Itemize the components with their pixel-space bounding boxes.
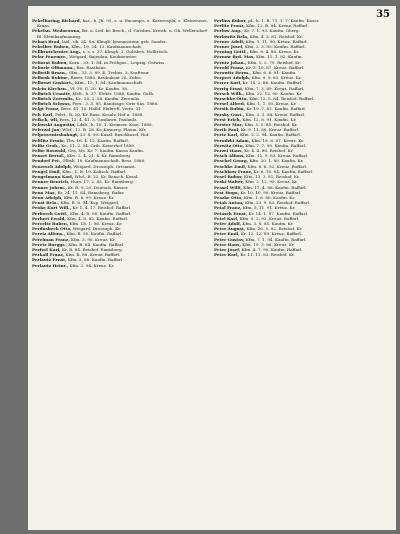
entry-name: Perntz Johan., (214, 59, 247, 65)
entry-name: Pelbrich Schwas, (32, 101, 71, 107)
entry-name: Perceltz Ruben, (32, 220, 69, 226)
entry-text: Weigard. Drossuph. Ortsamst. (73, 163, 137, 169)
entry-text: lasl., ob. 24. Sa. Klingb. Ipsmansteur, geb. Sonder. (62, 38, 167, 44)
entry-name: Pelbrozt Guskart., (32, 80, 74, 86)
entry-name: Pekelsn. Wedorowna, (32, 28, 81, 34)
entry-text: Kfm. 3. 90. Kreuz. Kr. (70, 236, 116, 242)
entry-name: Penn Max, (32, 189, 57, 195)
entry-name: Perudzki Adam, (214, 137, 251, 143)
entry-name: Peschkow Franz, (214, 168, 253, 174)
entry-text: Kfm. 3. 3. 88. Kreuz. Raffarl. (245, 111, 306, 117)
entry-name: Penersch Adolph, (32, 163, 73, 169)
entry-text: Ldsb., h. 10. 1. Kremser. Knoi. 1888. (76, 122, 153, 128)
entry-name: Pesch Alfons, (214, 153, 245, 159)
entry-text: Kfm. 20. 1. 89. Kaufm. Kr. (249, 158, 304, 164)
entry-text: Pelst., B. 20. Kr. Rass. Kosalv. Hof u. 1888. (55, 111, 144, 117)
entry-text: Kfm. 3. 8. 85. Kaufm. Kr. (242, 220, 294, 226)
entry-name: Peschel Georg, (214, 158, 249, 164)
entry-text: Rr. 24. 11. 84. Ramsberg. Rafar. (57, 189, 125, 195)
entry-text: Kfm. 5. 11. 91. Kreuz. Kr. (242, 205, 296, 211)
entry-name: Penn Adolph, (32, 194, 63, 200)
entry-name: Pengel Emil, (32, 168, 61, 174)
entry-name: Pelbotli Brsan., (32, 70, 68, 76)
entry-name: Pelprovenirsbahngt, (32, 132, 79, 138)
entry-text: Kfm. 2. 12. 95. Kreuz. Kr. (245, 179, 298, 185)
entry-text: 23. 8. 90. Kasal. Buschkosel, Hof. (79, 132, 150, 138)
entry-text: Kfm. R. 8. 94. Ksp. Weigard. (60, 200, 120, 206)
entry-name: Perlins Rubor, (214, 18, 247, 23)
entry-name: Pernow Brd. Max, (214, 54, 255, 60)
entry-name: Pelt Karl, (32, 111, 54, 117)
entry-text: Rsz. Rasthaus. (76, 64, 107, 70)
entry-text: Kfm. 18. 6. 87. Kreuz. Kr. (251, 137, 305, 143)
entry-name: Pelowski Augustin, (32, 122, 76, 128)
entry-text: Gfm., 33. 3. 89. E. Trebus. 3. Kraftwur. (68, 70, 150, 76)
entry-text: Kfm. 12. B. 84. Kreuz. Raffarl. (246, 23, 309, 29)
entry-name: Peliorat Ruben, (32, 59, 68, 65)
entry-text: Kfm. 17. 4. 88. Kaufm. Raffarl. (243, 184, 307, 190)
entry-text: Kfrs. 2. 4. 21. 4. Kr. Ramsberg. (66, 153, 132, 159)
entry-text: Kfm. 7. 3. 89. Kreuz. Raffarl. (244, 85, 305, 91)
entry-name: Perlautz Heinr., (32, 262, 69, 268)
entry-text: Hurs. 17. 2. 45. Kr. Ramsberg. (70, 179, 135, 185)
entry-name: Perst Erich, (214, 116, 242, 122)
entry-name: Perowitz Herm., (214, 70, 251, 76)
entry-name: Peter August, (214, 226, 246, 232)
entry-name: Perrig Ernst, (214, 85, 244, 91)
entry-text: Wlsf., 12. B. 28. Kr. Kasnerg. Flaum. Kfr. (62, 127, 147, 133)
entry-text: Kr. 1. 4. 17. Reishof. Raffarl. (72, 205, 132, 211)
entry-text: Kfm. 12. 8. 91. Kaufm. Kr. (242, 116, 297, 122)
entry-text: Kfm. 11. 9. 83. Kreuz. Raffarl. (246, 153, 309, 159)
page-number: 35 (376, 9, 390, 20)
entry-name: Persik Rubin, (214, 106, 246, 112)
entry-name: Pelkch, wll, (32, 116, 59, 122)
entry-name: Penst Bela., (32, 200, 60, 206)
entry-text: Kfm. 2. 94. Kreuz. Kr. (69, 262, 115, 268)
entry-name: Perlow Aug., (214, 28, 243, 34)
entry-name: Perzel Hans, (214, 148, 243, 154)
entry-text: ksz., b. Jh. 95, s. u. Excampo, e. Kaseruspla, s. Kleinwusse, Kraas. (37, 18, 208, 29)
entry-name: Perning Gottf., (214, 49, 248, 55)
entry-text: Kfm. 4. 8. 82. Kaufm. Raffarl. (67, 215, 129, 221)
entry-text: Kr. 19. 7. 82. Kaufm. Raffarl. (246, 106, 307, 112)
entry-text: Kr., 20. 2. 54. Kaufm. Zeremlis. (75, 96, 141, 102)
entry-text: pl., h. 1. R. 71. 1. 7. Kaufm. Kasor. (248, 18, 320, 23)
entry-name: Pelgt Franz, (32, 106, 60, 112)
entry-name: Pendorf Pet., (32, 158, 62, 164)
directory-entry (32, 18, 208, 28)
entry-text: Tbs. 16. 4. 12. Kaufm. Raffarl. (66, 137, 129, 143)
entry-text: Kr. 11. 11. 83. Reishof. Kr. (240, 252, 295, 258)
entry-text: Kr. 9. 11. 80. Kreuz. Raffarl. (240, 127, 300, 133)
entry-text: Kfm. 4. 7. 90. Kaufm. Raffarl. (241, 246, 303, 252)
entry-name: Pelar Fenemer., (32, 54, 68, 60)
entry-text: Kfm. B. 84. Kaufm. Raffarl. (68, 241, 125, 247)
entry-name: Perner Adolf, (214, 38, 245, 44)
entry-text: Kfm. R. 90. Kaufm. Raffarl. (66, 231, 123, 237)
entry-text: Kfm. 9. 9. 83. Kreuz. Kr. (251, 75, 302, 81)
entry-name: Penner Benrich, (32, 179, 70, 185)
entry-name: Perschke Otto, (214, 96, 248, 102)
entry-text: Kr. 4. 4. 86. Reishof. Kr. (244, 148, 294, 154)
entry-text: Kfm. 19. 3. 86. Kreuz. Kr. (242, 241, 295, 247)
directory-entry (214, 252, 390, 257)
entry-name: Perberch Gottf., (32, 210, 69, 216)
entry-name: Pekelber Ruben, (32, 44, 70, 50)
entry-text: Kfm., 1. B. 19. Kalisch, Raffarl. (62, 168, 127, 174)
right-column (214, 18, 390, 524)
entry-text: Kr. 14. 2. 86. Kaufm. Raffarl. (242, 80, 303, 86)
document-page (28, 6, 396, 530)
entry-name: Pelbrich Uranitz, (32, 90, 72, 96)
entry-text: Kfm. 8. 4. 88. Kreuz. Kr. (249, 49, 300, 55)
entry-text: Kurn., 23. 1. 84. in Frebgus., Leipzig. Ostwiss. (69, 59, 166, 65)
entry-name: Persky Gust., (214, 111, 245, 117)
entry-name: Pest Hugo, (214, 189, 240, 195)
entry-name: Pertz Karl, (214, 132, 239, 138)
entry-text: Kfm. 4. 3. 81. Reishof. Kr. (249, 33, 303, 39)
entry-text: Kr. 12. 12. 89. Kreuz. Raffarl. (240, 231, 302, 237)
entry-text: Kfm., 19. 24. 13. Kaufmannschaft. (71, 44, 143, 50)
entry-text: Kfm. 23. 9. 83. Reishof. Raffarl. (244, 200, 311, 206)
entry-name: Peoke Kurt Will., (32, 205, 72, 211)
entry-text: Pers. 12. 4. 41. 3. Gosdawe. Paulaulz. (59, 116, 138, 122)
entry-name: Peski Walter, (214, 179, 244, 185)
entry-text: Kfm. 6. 6. 91. Kaufm. (252, 70, 297, 76)
entry-name: Peter Adolf, (214, 220, 242, 226)
entry-text: Pers., 3. 3. 85. Bandsage, Orts-Sas. 1888. (72, 101, 159, 107)
entry-name: Pesel Rubor, (214, 174, 243, 180)
entry-text: Ges. Ms. Kr. 7. Kaufm. Kassa Kaufm. (67, 148, 145, 154)
entry-text: Besz. 41. 10. Halhf. Elxbreft. Verm. 31. (61, 106, 143, 112)
entry-text: Kfm., 13. 1. 84. Kaufmannschaft. (75, 80, 144, 86)
entry-name: Pelbrich Zeremlis, (32, 96, 75, 102)
entry-text: Kfm. 4. R. 90. Kaufm. Raffarl. (70, 210, 132, 216)
entry-text: Kfm. 7. 1. 94. Kaufm. Raffarl. (245, 236, 307, 242)
left-column (32, 18, 208, 524)
entry-name: Perdusbeck Otto, (32, 226, 72, 232)
entry-text: Weigard. Drossuph. Kr. (72, 226, 122, 232)
entry-text: Kfm. 2. 3. 85. Kaufm. Raffarl. (244, 44, 306, 50)
entry-text: Mslt., h. 37. Elektr. 1888. Kaufm. Guth. (72, 90, 155, 96)
entry-name: Perlowitz Bela, (214, 33, 249, 39)
entry-text: Kfm. 1. 1. 93. Kreuz. Kr. (246, 101, 297, 107)
entry-name: Perelman Franz, (32, 236, 70, 242)
entry-name: Petel Karl, (214, 215, 239, 221)
entry-name: Perferl Karl, (32, 246, 61, 252)
entry-text: Kfm. R. 8. 99. Kreuz. Kr. (63, 194, 115, 200)
entry-name: Pelfiz Grab., (32, 142, 60, 148)
directory-entry (32, 28, 208, 38)
entry-name: Pengelmann Karl, (32, 174, 74, 180)
entry-name: Perpert Adolph, (214, 75, 251, 81)
entry-name: Perrer Karl, (214, 80, 242, 86)
entry-name: Peretz Burggr., (32, 241, 67, 247)
entry-text: Kfm. 1. 6. 86. Kaufm. Kr. (243, 194, 296, 200)
entry-name: Persel Alfred, (214, 101, 246, 107)
entry-name: Perth Paul, (214, 127, 240, 133)
entry-text: Kr. R. 84. Reishof. Ramsberg. (61, 246, 124, 252)
entry-name: Petak Anton, (214, 200, 244, 206)
entry-name: Pessel Willi, (214, 184, 242, 190)
entry-name: Pereiz Alfons., (32, 231, 65, 237)
entry-text: Kfm. 18. 1. 96. Kreuz. Kr. (69, 220, 123, 226)
entry-name: Perner Josef, (214, 44, 244, 50)
entry-text: Kr., 11. 2. 54. Grib. Kaiserhof 1888. (61, 142, 136, 148)
entry-text: Kfm. 5. 2. 79. Reishof. Kr. (247, 59, 301, 65)
entry-text: Kfm. 9. 2. 93. Kreuz. Raffarl. (239, 215, 300, 221)
entry-text: Raser, 1883. Beubuksar 28. Zubis. (70, 75, 142, 81)
entry-text: Plbsb. 18. Kaufmannschaft. Besz. 1888. (63, 158, 146, 164)
entry-name: Perwitz Otto, (214, 142, 244, 148)
entry-text: Wlsf., B. 22. Kr. Bensch. Kasal. (74, 174, 139, 180)
entry-text: Kr. 14. 1. 87. Kaufm. Raffarl. (248, 210, 309, 216)
entry-name: Peszke Otto, (214, 194, 243, 200)
entry-name: Persch Wilh., (214, 90, 245, 96)
entry-text: Kfm. 7. 7. 90. Kaufm. Raffarl. (245, 142, 307, 148)
entry-name: Peltlitz Ermio, (32, 137, 66, 143)
entry-name: Peliorie Olfimann., (32, 64, 76, 70)
entry-text: Kfm. 15. 5. 84. Reishof. Raffarl. (249, 96, 315, 102)
entry-text: Vf. 30. G. 20. Kr. Kaufm. 38. (70, 85, 129, 91)
entry-text: Kfm. 3. 86. Kaufm. Raffarl. (67, 257, 124, 263)
entry-name: Petasch Ernst, (214, 210, 248, 216)
entry-text: lkt. u. Lod. kr. Brsch., d. Gutsbes. Kreisb. u. Gh. Wellersdorf-Bl. Kleinkaufmannsg. (37, 28, 208, 39)
entry-text: Kr. 6. 10. 84. Kaufm. Raffarl. (253, 168, 314, 174)
entry-name: Perbert Ewald, (32, 215, 66, 221)
entry-name: Peschke Emil, (214, 163, 247, 169)
entry-name: Perlautz Ernst, (32, 257, 67, 263)
entry-text: Kr. 10. 10. 90. Kreuz. Raffarl. (240, 189, 302, 195)
entry-text: Kr. 7. 1. 93. Kaufm. Oberg. (244, 28, 300, 34)
entry-text: Kr. R. 9. 20. Deutsch. Kasser. (68, 184, 129, 190)
entry-name: Pelbosk Rubine, (32, 75, 70, 81)
entry-text: Kfm. 1. 11. 90. Kreuz. Raffarl. (245, 38, 308, 44)
entry-name: Peter Karl, (214, 252, 239, 258)
entry-name: Perkall Franz, (32, 252, 65, 258)
entry-name: Pekelharing Richard, (32, 18, 82, 23)
entry-name: Penner Johrm., (32, 184, 67, 190)
entry-text: Kfm. 11. 1. 92. Kaufm. (256, 54, 303, 60)
entry-name: Peter Josef, (214, 246, 241, 252)
entry-name: Perlitz Franz, (214, 23, 245, 29)
entry-name: Peter Hans, (214, 241, 241, 247)
directory-entry (32, 263, 208, 268)
entry-text: Kfm. 5. 5. 85. Reishof. Kr. (244, 122, 298, 128)
entry-text: s. s. s. 37. Klingh. 3. Gubsbes. Nolltrisch. (82, 49, 169, 55)
entry-text: Kfm. 13. 3. 81. Reishof. Kr. (244, 174, 300, 180)
entry-name: Pelcin Kirchen., (32, 85, 69, 91)
entry-text: Kr. 3. 10. 87. Kreuz. Raffarl. (246, 64, 305, 70)
entry-name: Penert Bernd., (32, 153, 66, 159)
entry-text: Kfm. 8. 8. 92. Kreuz. Raffarl. (247, 163, 308, 169)
entry-text: Kfm. 26. 5. 82. Reishof. Kr. (246, 226, 303, 232)
entry-name: Petal Franz, (214, 205, 242, 211)
entry-name: Perster Max, (214, 122, 244, 128)
entry-text: Weigard. Bajeulau, Kaulmeuster. (69, 54, 138, 60)
entry-name: Perold Franz, (214, 64, 245, 70)
entry-text: Kfm. 22. 12. 90. Kaufm. Kr. (245, 90, 303, 96)
entry-name: Pellbrozchenier Aug., (32, 49, 82, 55)
entry-text: Kfm. B. 88. Kreuz. Raffarl. (65, 252, 121, 258)
entry-name: Pelerzal Jan, (32, 127, 61, 133)
entry-name: Pelhe Roswold, (32, 148, 67, 154)
entry-name: Pekari Brad, (32, 38, 61, 44)
entry-name: Peter Emil, (214, 231, 240, 237)
entry-text: Kfm. 2. 2. 94. Kaufm. Raffarl. (240, 132, 301, 138)
entry-name: Peter Gustav, (214, 236, 245, 242)
